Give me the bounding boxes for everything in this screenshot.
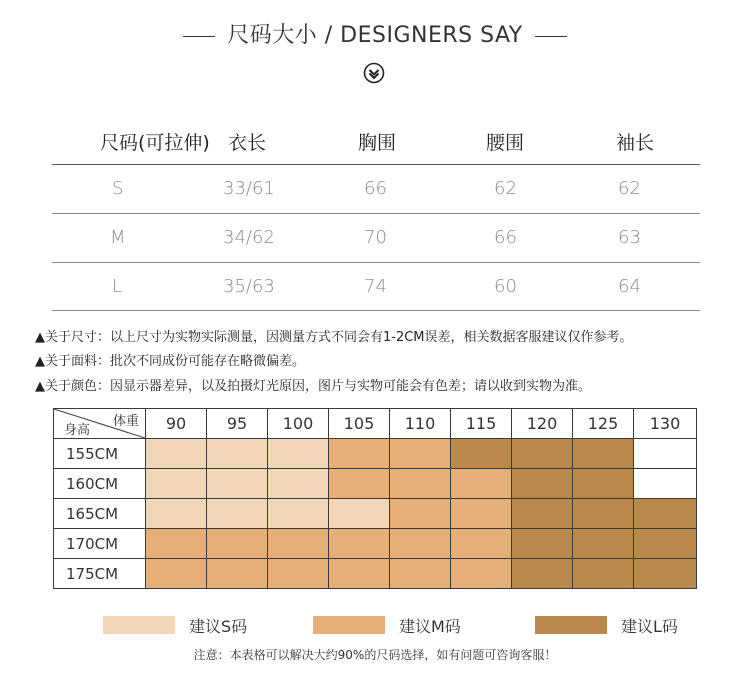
cell-sleeve: 62: [618, 178, 641, 199]
cell-length: 35/63: [223, 276, 275, 297]
grid-cell-m: [390, 559, 451, 589]
table-divider: [52, 213, 700, 214]
grid-cell-s: [329, 499, 390, 529]
cell-size: M: [110, 227, 126, 248]
grid-cell-l: [573, 469, 634, 499]
grid-cell-s: [146, 469, 207, 499]
grid-cell-m: [451, 499, 512, 529]
grid-row: [54, 469, 697, 499]
cell-waist: 66: [494, 227, 517, 248]
header-left-rule: [183, 36, 215, 37]
page-header: [0, 18, 750, 49]
grid-cell-l: [512, 469, 573, 499]
grid-cell-l: [573, 529, 634, 559]
cell-waist: 60: [494, 276, 517, 297]
weight-header: 110: [390, 409, 451, 439]
col-bust: 胸围: [358, 132, 397, 154]
grid-cell-l: [512, 559, 573, 589]
grid-cell-s: [207, 439, 268, 469]
weight-header: 105: [329, 409, 390, 439]
grid-cell-s: [268, 499, 329, 529]
legend-swatch-l: [535, 616, 607, 634]
note-fabric: ▲关于面料：批次不同成份可能存在略微偏差。: [35, 354, 305, 369]
grid-cell-m: [451, 529, 512, 559]
height-label: 155CM: [54, 439, 146, 469]
grid-cell-m: [390, 499, 451, 529]
grid-cell-m: [268, 559, 329, 589]
grid-cell-m: [146, 559, 207, 589]
weight-header: 120: [512, 409, 573, 439]
grid-corner: [54, 409, 146, 439]
grid-cell-m: [207, 559, 268, 589]
chevron-down-circle-icon: [363, 62, 385, 84]
col-length: 衣长: [228, 132, 267, 154]
cell-sleeve: 64: [618, 276, 641, 297]
grid-cell-m: [268, 529, 329, 559]
grid-cell-m: [390, 529, 451, 559]
grid-cell-l: [573, 559, 634, 589]
weight-header: 130: [634, 409, 697, 439]
grid-cell-l: [634, 499, 697, 529]
table-divider: [52, 310, 700, 311]
height-label: 165CM: [54, 499, 146, 529]
page-title: 尺码大小 / DESIGNERS SAY: [227, 23, 523, 48]
legend-label-l: 建议L码: [621, 617, 678, 636]
grid-cell-l: [573, 439, 634, 469]
weight-header: 95: [207, 409, 268, 439]
grid-cell-l: [512, 439, 573, 469]
grid-cell-m: [451, 559, 512, 589]
grid-cell-m: [329, 469, 390, 499]
col-sleeve: 袖长: [616, 132, 655, 154]
cell-bust: 74: [364, 276, 387, 297]
cell-sleeve: 63: [618, 227, 641, 248]
grid-cell-m: [390, 469, 451, 499]
table-divider: [52, 164, 700, 165]
grid-row: [54, 439, 697, 469]
legend-label-s: 建议S码: [189, 617, 248, 636]
header-right-rule: [535, 36, 567, 37]
size-grid: [53, 408, 697, 589]
footer-note: 注意：本表格可以解决大约90%的尺码选择，如有问题可咨询客服！: [193, 648, 557, 662]
grid-cell-l: [634, 559, 697, 589]
cell-length: 34/62: [223, 227, 275, 248]
weight-header: 125: [573, 409, 634, 439]
size-table-header: [52, 118, 700, 164]
table-row: [52, 264, 700, 310]
note-size: ▲关于尺寸：以上尺寸为实物实际测量，因测量方式不同会有1-2CM误差，相关数据客服建议仅作参考。: [35, 330, 633, 345]
corner-weight-label: 体重: [112, 414, 139, 429]
grid-cell-s: [146, 439, 207, 469]
grid-cell-m: [207, 529, 268, 559]
weight-header: 100: [268, 409, 329, 439]
height-label: 170CM: [54, 529, 146, 559]
grid-cell-s: [146, 499, 207, 529]
height-label: 175CM: [54, 559, 146, 589]
cell-size: L: [112, 276, 123, 297]
corner-height-label: 身高: [64, 423, 91, 438]
grid-cell-l: [634, 529, 697, 559]
cell-bust: 66: [364, 178, 387, 199]
note-color: ▲关于颜色：因显示器差异，以及拍摄灯光原因，图片与实物可能会有色差；请以收到实物为准。: [35, 379, 591, 394]
weight-header: 90: [146, 409, 207, 439]
height-label: 160CM: [54, 469, 146, 499]
grid-row: [54, 559, 697, 589]
grid-cell-m: [329, 559, 390, 589]
grid-cell-l: [512, 529, 573, 559]
col-size: 尺码(可拉伸): [100, 132, 210, 154]
grid-row: [54, 499, 697, 529]
legend-label-m: 建议M码: [399, 617, 461, 636]
cell-waist: 62: [494, 178, 517, 199]
grid-row: [54, 529, 697, 559]
cell-bust: 70: [364, 227, 387, 248]
grid-cell-l: [573, 499, 634, 529]
table-row: [52, 166, 700, 212]
weight-header: 115: [451, 409, 512, 439]
grid-cell-m: [329, 439, 390, 469]
grid-cell-s: [268, 439, 329, 469]
legend-swatch-m: [313, 616, 385, 634]
legend-swatch-s: [103, 616, 175, 634]
grid-cell-s: [207, 499, 268, 529]
grid-cell-l: [512, 499, 573, 529]
grid-cell-m: [146, 529, 207, 559]
grid-cell-empty: [634, 439, 697, 469]
grid-cell-m: [390, 439, 451, 469]
grid-cell-empty: [634, 469, 697, 499]
table-divider: [52, 262, 700, 263]
grid-cell-s: [207, 469, 268, 499]
cell-size: S: [112, 178, 124, 199]
col-waist: 腰围: [486, 132, 525, 154]
grid-cell-s: [268, 469, 329, 499]
grid-cell-m: [451, 469, 512, 499]
grid-cell-l: [451, 439, 512, 469]
cell-length: 33/61: [223, 178, 275, 199]
grid-cell-m: [329, 529, 390, 559]
table-row: [52, 215, 700, 261]
